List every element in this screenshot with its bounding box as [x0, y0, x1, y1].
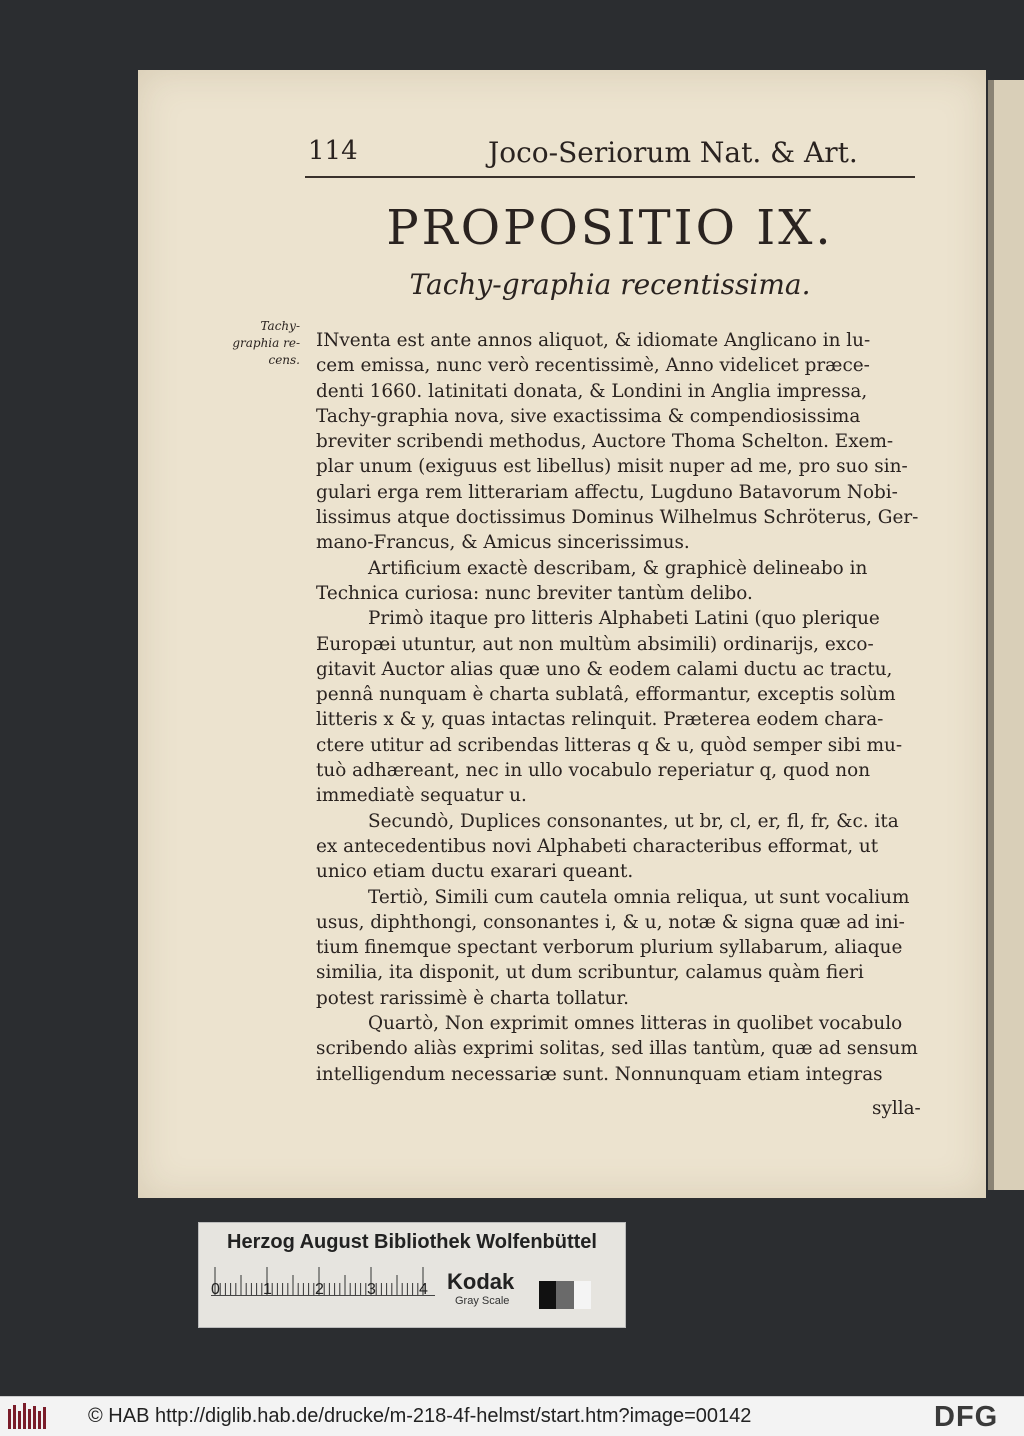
text-line: mano-Francus, & Amicus sincerissimus.	[316, 532, 690, 554]
color-target-card	[198, 1222, 626, 1328]
text-line: cem emissa, nunc verò recentissimè, Anno videlicet præce-	[316, 355, 870, 377]
ruler-number: 0	[211, 1281, 220, 1298]
gray-swatch	[574, 1281, 591, 1309]
body-text	[316, 328, 928, 1087]
text-line: tium finemque spectant verborum plurium syllabarum, aliaque	[316, 937, 903, 959]
text-line: gulari erga rem litterariam affectu, Lugduno Batavorum Nobi-	[316, 481, 898, 503]
library-name: Herzog August Bibliothek Wolfenbüttel	[227, 1231, 597, 1253]
text-line: potest rarissimè è charta tollatur.	[316, 987, 630, 1009]
margin-note-line: graphia re-	[232, 336, 300, 350]
ruler-number: 1	[263, 1281, 272, 1298]
gray-swatches	[539, 1281, 591, 1309]
text-line: immediatè sequatur u.	[316, 785, 527, 807]
proposition-title: PROPOSITIO IX.	[386, 200, 834, 256]
text-line: ctere utitur ad scribendas litteras q & u, quòd semper sibi mu-	[316, 734, 903, 756]
catchword: sylla-	[872, 1098, 921, 1119]
facing-page-edge	[988, 80, 1024, 1190]
text-line: gitavit Auctor alias quæ uno & eodem calami ductu ac tractu,	[316, 658, 893, 680]
text-line: Primò itaque pro litteris Alphabeti Latini (quo plerique	[368, 608, 880, 630]
text-line: litteris x & y, quas intactas relinquit. Præterea eodem chara-	[316, 709, 884, 731]
footer-bar	[0, 1396, 1024, 1436]
dfg-logo: DFG	[934, 1401, 999, 1433]
text-line: ex antecedentibus novi Alphabeti characteribus efformat, ut	[316, 835, 879, 857]
proposition-subtitle: Tachy-graphia recentissima.	[409, 268, 811, 301]
running-head: Joco-Seriorum Nat. & Art.	[488, 136, 858, 169]
copyright-url[interactable]: © HAB http://diglib.hab.de/drucke/m-218-4f-helmst/start.htm?image=00142	[88, 1405, 752, 1427]
margin-note-line: Tachy-	[260, 319, 300, 333]
gray-swatch	[556, 1281, 573, 1309]
header-rule	[305, 176, 915, 178]
kodak-logo: Kodak	[447, 1269, 515, 1294]
text-line: Artificium exactè describam, & graphicè delineabo in	[368, 557, 868, 579]
text-line: Europæi utuntur, aut non multùm absimili) ordinarijs, exco-	[316, 633, 874, 655]
text-line: usus, diphthongi, consonantes i, & u, notæ & signa quæ ad ini-	[316, 911, 905, 933]
text-line: denti 1660. latinitati donata, & Londini in Anglia impressa,	[316, 380, 868, 402]
text-line: unico etiam ductu exarari queant.	[316, 861, 634, 883]
text-line: Tertiò, Simili cum cautela omnia reliqua, ut sunt vocalium	[368, 886, 910, 908]
text-line: plar unum (exiguus est libellus) misit nuper ad me, pro suo sin-	[316, 456, 908, 478]
page-header	[168, 136, 948, 176]
text-line: pennâ nunquam è charta sublatâ, efformantur, exceptis solùm	[316, 684, 896, 706]
ruler-numbers	[199, 1281, 439, 1301]
gray-swatch	[539, 1281, 556, 1309]
text-line: breviter scribendi methodus, Auctore Thoma Schelton. Exem-	[316, 431, 894, 453]
hab-logo-icon	[6, 1401, 50, 1433]
ruler-number: 3	[367, 1281, 376, 1298]
text-line: intelligendum necessariæ sunt. Nonnunquam etiam integras	[316, 1063, 883, 1085]
ruler-number: 2	[315, 1281, 324, 1298]
text-line: Quartò, Non exprimit omnes litteras in quolibet vocabulo	[368, 1013, 903, 1035]
text-line: INventa est ante annos aliquot, & idiomate Anglicano in lu-	[316, 330, 871, 351]
page-number: 114	[308, 136, 358, 166]
ruler-number: 4	[419, 1281, 428, 1298]
margin-note-line: cens.	[268, 353, 300, 367]
text-line: Secundò, Duplices consonantes, ut br, cl, er, fl, fr, &c. ita	[368, 810, 899, 832]
text-line: similia, ita disponit, ut dum scribuntur, calamus quàm fieri	[316, 962, 864, 984]
text-line: lissimus atque doctissimus Dominus Wilhelmus Schröterus, Ger-	[316, 507, 919, 529]
text-line: tuò adhæreant, nec in ullo vocabulo reperiatur q, quod non	[316, 760, 871, 782]
text-line: scribendo aliàs exprimi solitas, sed illas tantùm, quæ ad sensum	[316, 1038, 918, 1060]
gray-scale-label: Gray Scale	[455, 1295, 510, 1307]
margin-note	[222, 318, 300, 369]
text-line: Tachy-graphia nova, sive exactissima & compendiosissima	[316, 405, 861, 427]
text-line: Technica curiosa: nunc breviter tantùm delibo.	[316, 582, 753, 604]
